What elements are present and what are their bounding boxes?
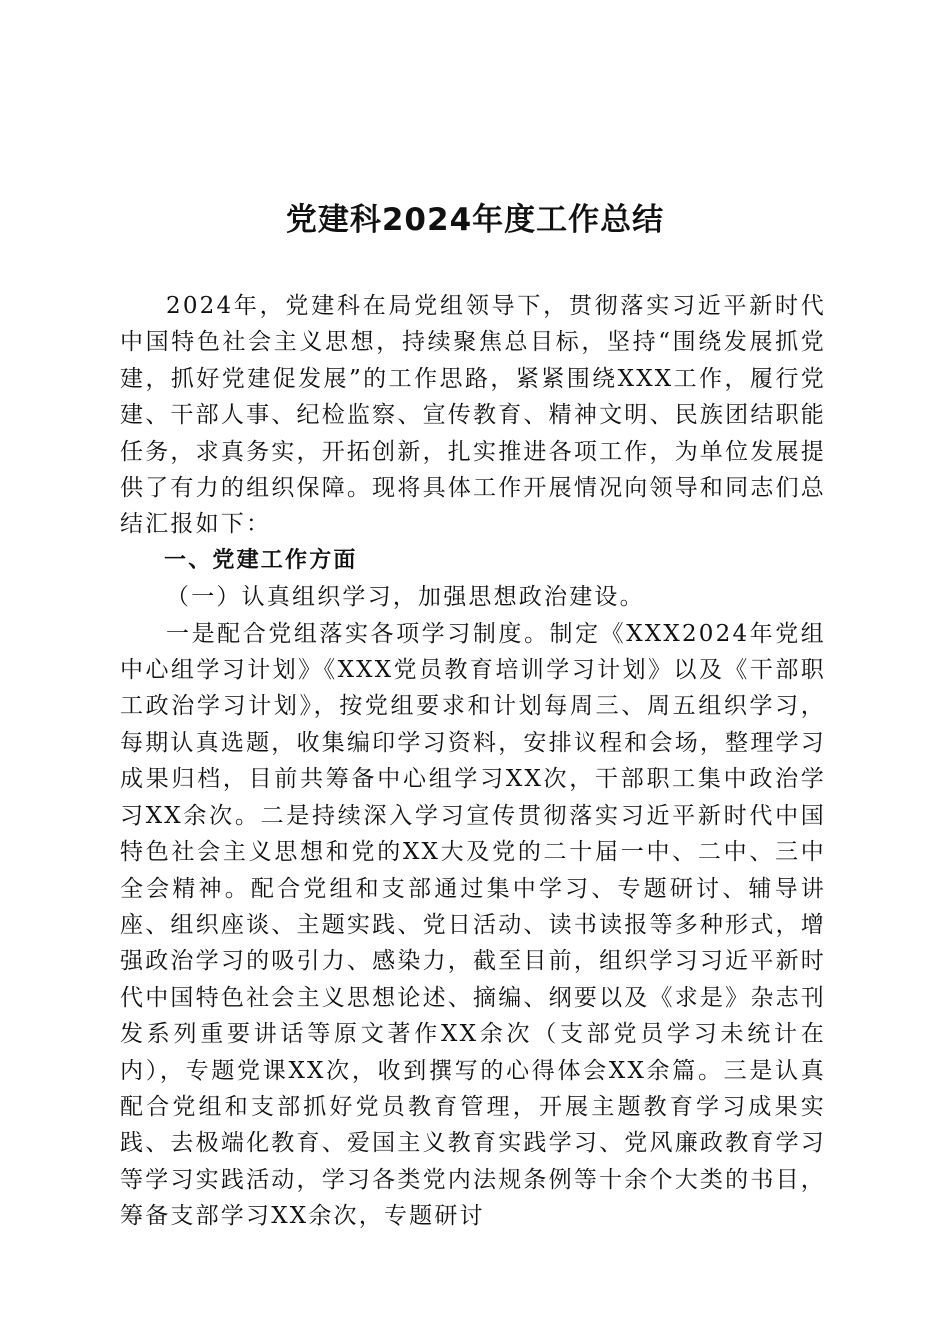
section-heading-party-building: 一、党建工作方面 (164, 547, 358, 573)
intro-paragraph: 2024年，党建科在局党组领导下，贯彻落实习近平新时代中国特色社会主义思想，持续聚焦总目标，坚持“围绕发展抓党建，抓好党建促发展”的工作思路，紧紧围绕XXX工作，履行党建、干部人事、纪检监察、宣传教育、精神文明、民族团结职能任务，求真务实，开拓创新，扎实推进各项工作，为单位发展提供了有力的组织保障。现将具体工作开展情况向领导和同志们总结汇报如下： (120, 293, 826, 538)
document-body (120, 288, 826, 1235)
subsection-heading-study: （一）认真组织学习，加强思想政治建设。 (166, 584, 645, 611)
document-title: 党建科2024年度工作总结 (285, 202, 665, 238)
body-paragraph: 一是配合党组落实各项学习制度。制定《XXX2024年党组中心组学习计划》《XXX党员教育培训学习计划》以及《干部职工政治学习计划》，按党组要求和计划每周三、周五组织学习，每期认真选题，收集编印学习资料，安排议程和会场，整理学习成果归档，目前共筹备中心组学习XX次，干部职工集中政治学习XX余次。二是持续深入学习宣传贯彻落实习近平新时代中国特色社会主义思想和党的XX大及党的二十届一中、二中、三中全会精神。配合党组和支部通过集中学习、专题研讨、辅导讲座、组织座谈、主题实践、党日活动、读书读报等多种形式，增强政治学习的吸引力、感染力，截至目前，组织学习习近平新时代中国特色社会主义思想论述、摘编、纲要以及《求是》杂志刊发系列重要讲话等原文著作XX余次（支部党员学习未统计在内），专题党课XX次，收到撰写的心得体会XX余篇。三是认真配合党组和支部抓好党员教育管理，开展主题教育学习成果实践、去极端化教育、爱国主义教育实践学习、党风廉政教育学习等学习实践活动，学习各类党内法规条例等十余个大类的书目，筹备支部学习XX余次，专题研讨 (120, 620, 826, 1230)
